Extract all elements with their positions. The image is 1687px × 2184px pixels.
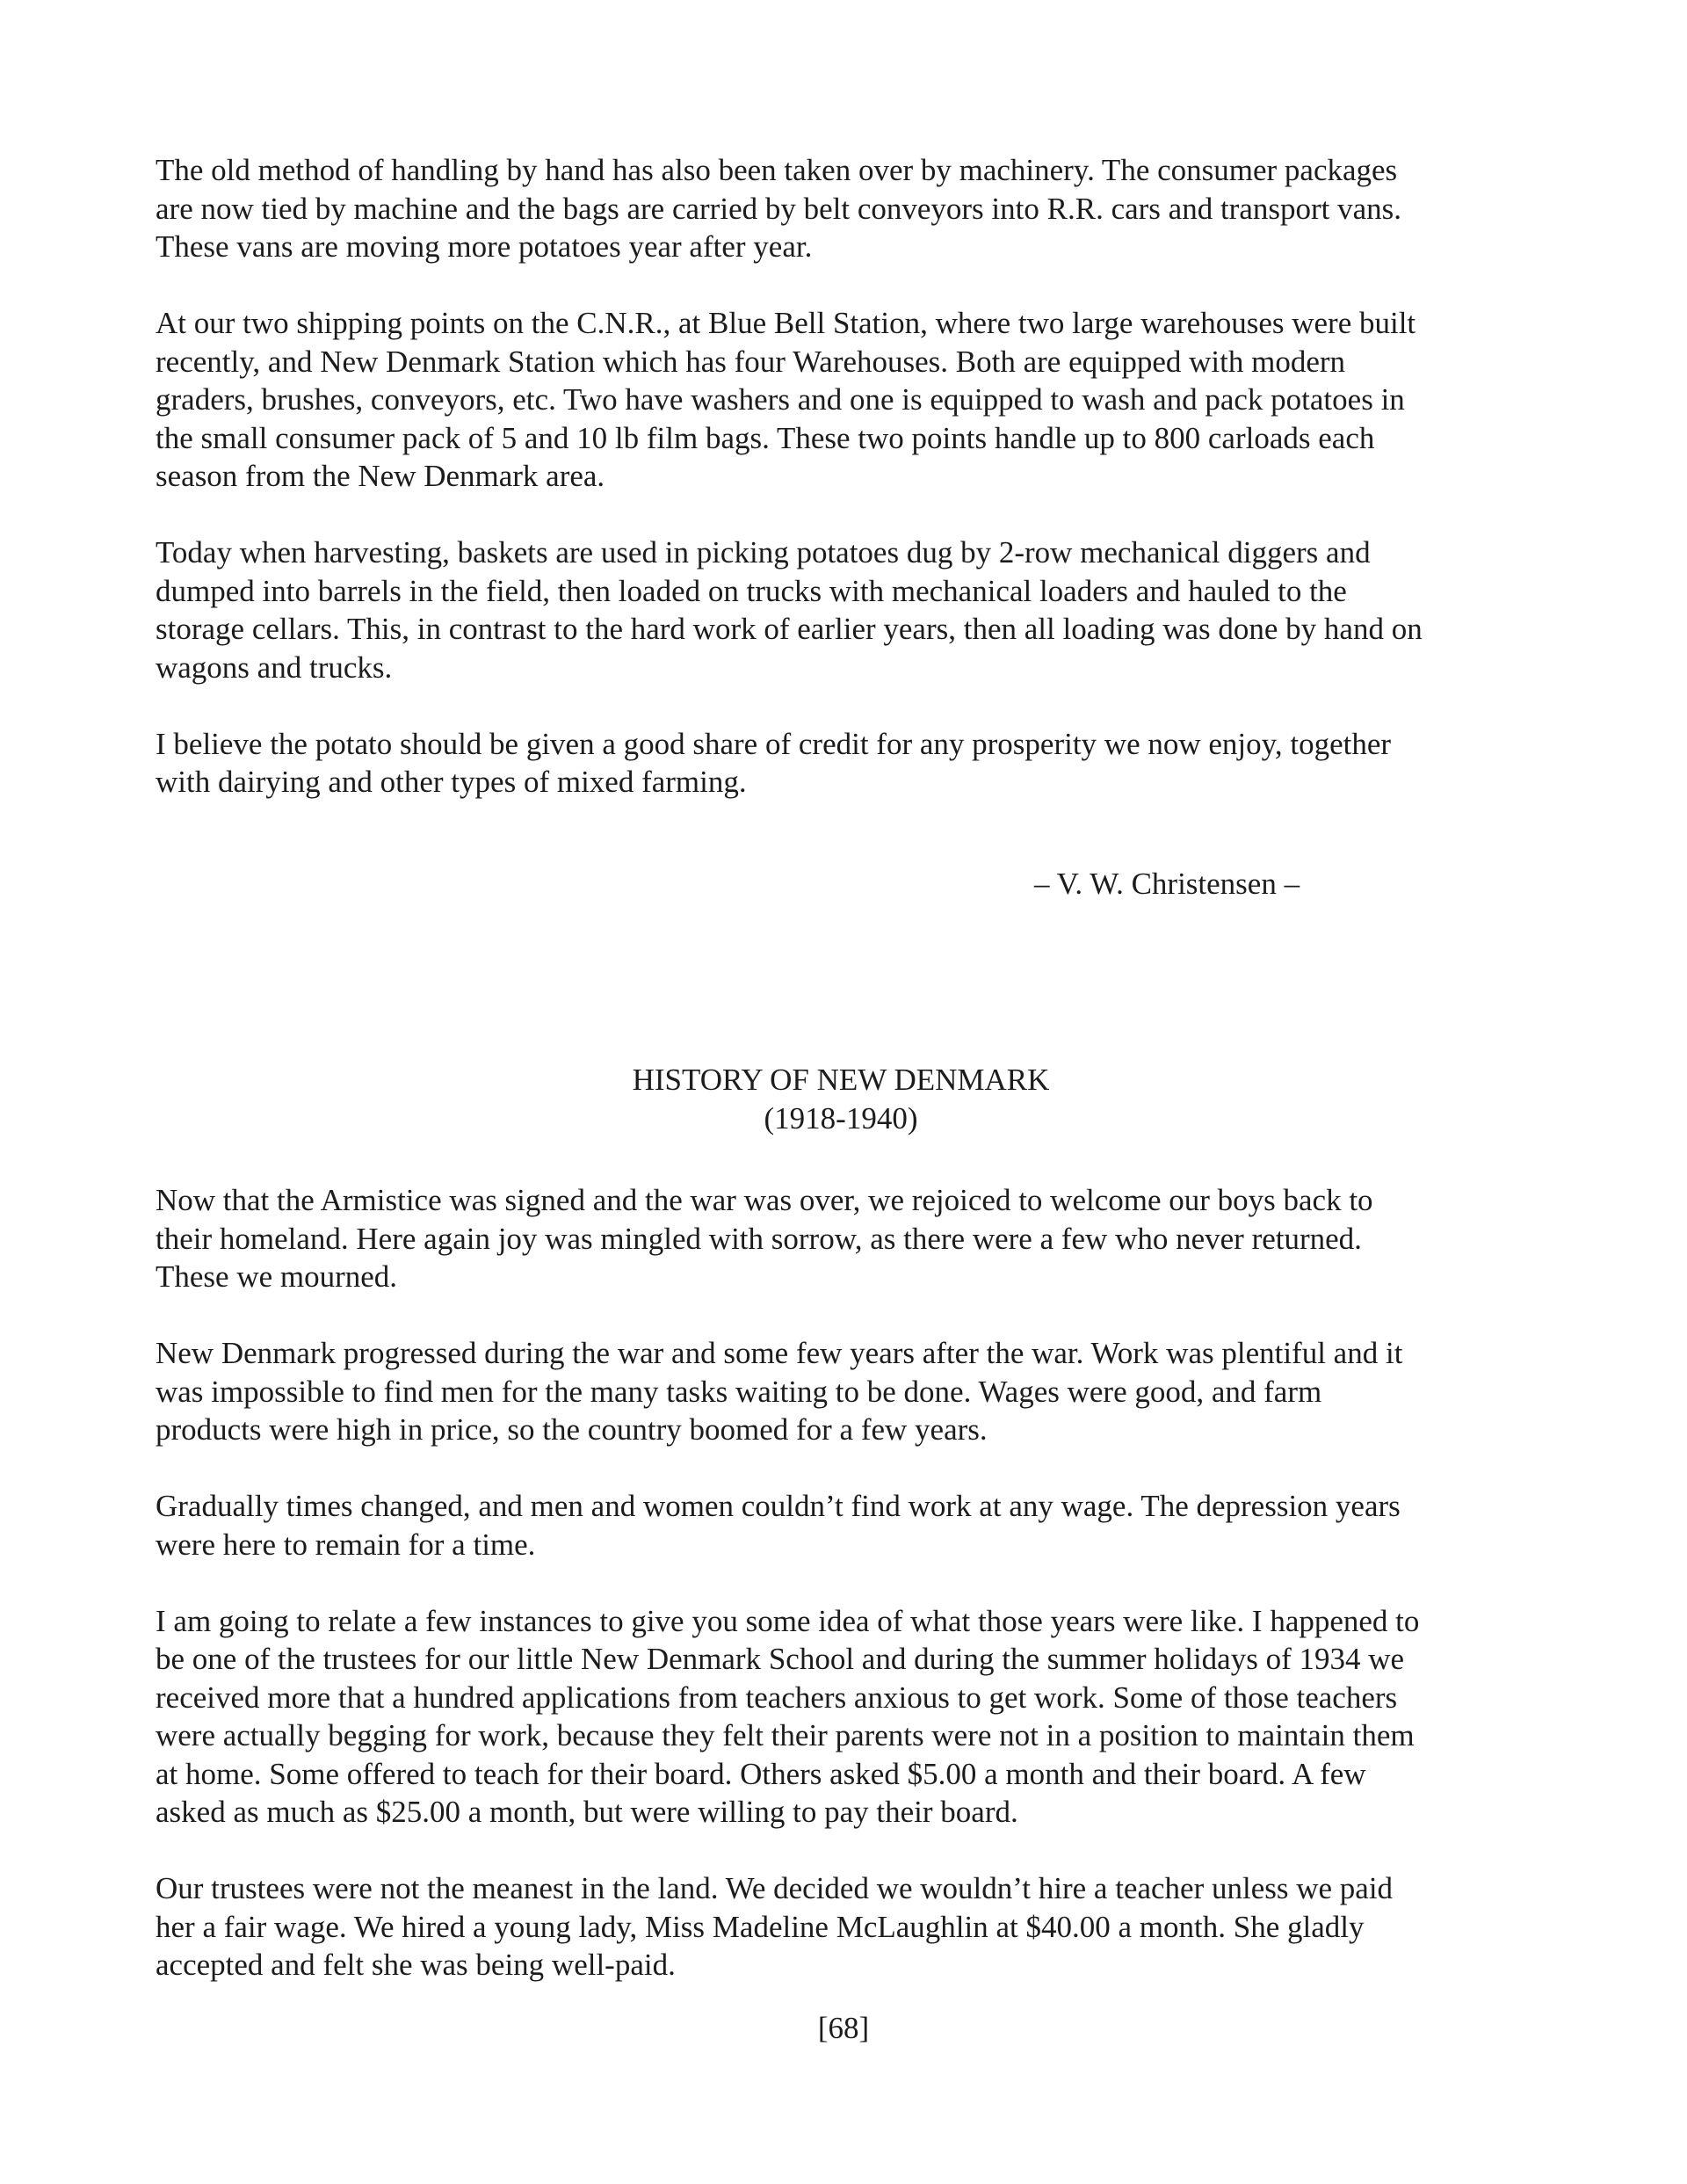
paragraph-harvesting — [156, 533, 1553, 686]
text-line: Gradually times changed, and men and women couldn’t find work at any wage. The depression years — [156, 1489, 1401, 1523]
text-line: storage cellars. This, in contrast to the hard work of earlier years, then all loading was done by hand on — [156, 612, 1423, 646]
text-line: are now tied by machine and the bags are carried by belt conveyors into R.R. cars and transport vans. — [156, 191, 1402, 226]
text-line: were here to remain for a time. — [156, 1527, 536, 1562]
text-line: was impossible to find men for the many tasks waiting to be done. Wages were good, and farm — [156, 1374, 1322, 1409]
text-line: These vans are moving more potatoes year after year. — [156, 229, 813, 264]
paragraph-teachers — [156, 1602, 1419, 1832]
author-signature: – V. W. Christensen – — [1034, 867, 1300, 901]
text-line: recently, and New Denmark Station which has four Warehouses. Both are equipped with modern — [156, 344, 1346, 379]
paragraph-progress — [156, 1334, 1419, 1449]
text-line: These we mourned. — [156, 1259, 398, 1294]
text-line: At our two shipping points on the C.N.R., at Blue Bell Station, where two large warehouses were built — [156, 306, 1416, 340]
text-line: products were high in price, so the country boomed for a few years. — [156, 1412, 988, 1447]
text-line: were actually begging for work, because they felt their parents were not in a position to maintain them — [156, 1718, 1415, 1752]
text-line: asked as much as $25.00 a month, but were willing to pay their board. — [156, 1795, 1018, 1829]
text-line: their homeland. Here again joy was mingled with sorrow, as there were a few who never returned. — [156, 1221, 1362, 1256]
text-line: season from the New Denmark area. — [156, 459, 605, 493]
paragraph-handling-machinery — [156, 151, 1553, 266]
text-line: graders, brushes, conveyors, etc. Two have washers and one is equipped to wash and pack potatoes in — [156, 382, 1405, 417]
paragraph-depression — [156, 1487, 1419, 1564]
text-line: accepted and felt she was being well-paid. — [156, 1948, 676, 1982]
top-section — [156, 151, 1553, 802]
text-line: New Denmark progressed during the war and some few years after the war. Work was plentiful and it — [156, 1336, 1403, 1370]
text-line: wagons and trucks. — [156, 649, 393, 685]
text-line: dumped into barrels in the field, then loaded on trucks with mechanical loaders and hauled to the — [156, 573, 1347, 608]
paragraph-armistice — [156, 1181, 1419, 1296]
section-heading — [156, 1061, 1526, 1137]
text-line: The old method of handling by hand has also been taken over by machinery. The consumer packages — [156, 153, 1398, 187]
text-line: Now that the Armistice was signed and the war was over, we rejoiced to welcome our boys back to — [156, 1183, 1373, 1217]
text-line: I am going to relate a few instances to give you some idea of what those years were like. I happened to — [156, 1603, 1420, 1638]
section-subtitle: (1918-1940) — [764, 1100, 918, 1136]
text-line: her a fair wage. We hired a young lady, Miss Madeline McLaughlin at $40.00 a month. She gladly — [156, 1909, 1365, 1944]
paragraph-trustees — [156, 1869, 1419, 1984]
page-number: [68] — [817, 2011, 870, 2045]
text-line: with dairying and other types of mixed farming. — [156, 765, 747, 799]
section-title: HISTORY OF NEW DENMARK — [632, 1063, 1050, 1097]
text-line: at home. Some offered to teach for their board. Others asked $5.00 a month and their board. A few — [156, 1756, 1366, 1791]
paragraph-prosperity — [156, 725, 1553, 802]
text-line: be one of the trustees for our little New Denmark School and during the summer holidays of 1934 we — [156, 1642, 1405, 1676]
text-line: Our trustees were not the meanest in the land. We decided we wouldn’t hire a teacher unless we paid — [156, 1871, 1394, 1905]
history-section — [156, 1181, 1419, 1984]
text-line: Today when harvesting, baskets are used in picking potatoes dug by 2-row mechanical diggers and — [156, 535, 1371, 570]
paragraph-shipping-points — [156, 304, 1553, 496]
document-page — [156, 151, 1553, 1982]
text-line: the small consumer pack of 5 and 10 lb film bags. These two points handle up to 800 carloads each — [156, 420, 1375, 455]
text-line: I believe the potato should be given a good share of credit for any prosperity we now enjoy, together — [156, 726, 1392, 761]
text-line: received more that a hundred applications from teachers anxious to get work. Some of those teachers — [156, 1680, 1398, 1715]
